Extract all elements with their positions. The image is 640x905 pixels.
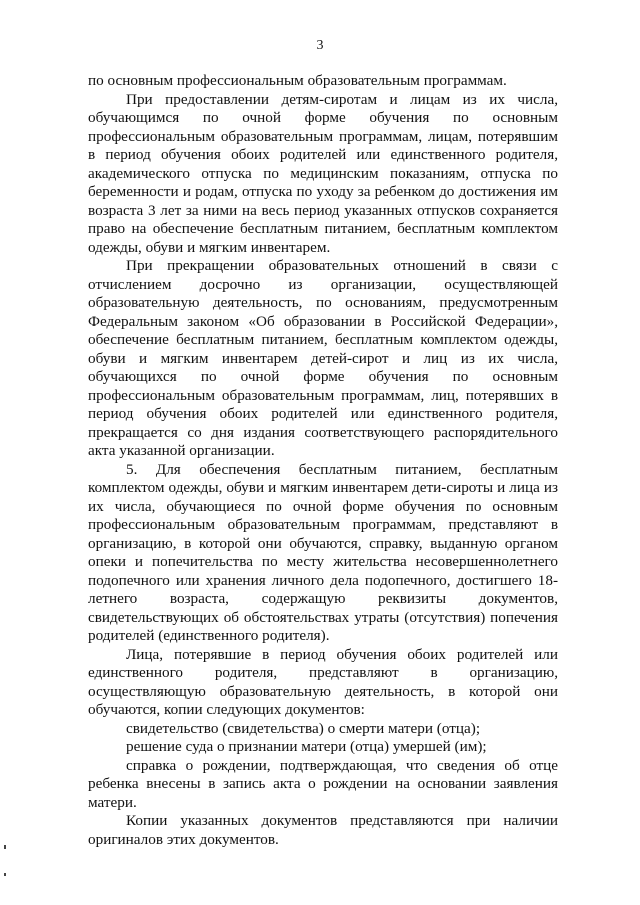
paragraph-item-5: 5. Для обеспечения бесплатным питанием, бесплатным комплектом одежды, обуви и мягким инвентарем дети-сироты и лица из их числа, обучающиеся по очной форме обучения по основным профессиональным образовательным программам, представляют в организацию, в которой они обучаются, справку, выданную органом опеки и попечительства по месту жительства несовершеннолетнего подопечного или хранения личного дела подопечного, достигшего 18-летнего возраста, содержащую реквизиты документов, свидетельствующих об обстоятельствах утраты (отсутствия) попечения родителей (единственного родителя).	[88, 460, 558, 644]
paragraph-termination: При прекращении образовательных отношений в связи с отчислением досрочно из организации, осуществляющей образовательную деятельность, по основаниям, предусмотренным Федеральным законом «Об образовании в Российской Федерации», обеспечение бесплатным питанием, бесплатным комплектом одежды, обуви и мягким инвентарем детей-сирот и лиц из их числа, обучающихся по очной форме обучения по основным профессиональным образовательным программам, лиц, потерявших в период обучения обоих родителей или единственного родителя, прекращается со дня издания соответствующего распорядительного акта указанной организации.	[88, 257, 558, 459]
document-list-item-court-decision: решение суда о признании матери (отца) умершей (им);	[126, 738, 487, 755]
document-list-item-birth-certificate: справка о рождении, подтверждающая, что сведения об отце ребенка внесены в запись акта о рождении на основании заявления матери.	[88, 756, 558, 811]
paragraph-continuation: по основным профессиональным образовательным программам.	[88, 72, 507, 89]
paragraph-academic-leave: При предоставлении детям-сиротам и лицам из их числа, обучающимся по очной форме обучения по основным профессиональным образовательным программам, лицам, потерявшим в период обучения обоих родителей или единственного родителя, академического отпуска по медицинским показаниям, отпуска по беременности и родам, отпуска по уходу за ребенком до достижения им возраста 3 лет за ними на весь период указанных отпусков сохраняется право на обеспечение бесплатным питанием, бесплатным комплектом одежды, обуви и мягким инвентарем.	[88, 90, 558, 256]
document-list-item-death-certificate: свидетельство (свидетельства) о смерти матери (отца);	[126, 719, 481, 737]
scan-edge-mark	[4, 873, 6, 876]
paragraph-originals: Копии указанных документов представляются при наличии оригиналов этих документов.	[88, 812, 558, 848]
paragraph-documents-intro: Лица, потерявшие в период обучения обоих родителей или единственного родителя, представляют в организацию, осуществляющую образовательную деятельность, в которой они обучаются, копии следующих документов:	[88, 645, 558, 718]
scan-edge-mark	[4, 845, 6, 849]
document-body	[88, 72, 558, 849]
page-number: 3	[316, 38, 324, 53]
